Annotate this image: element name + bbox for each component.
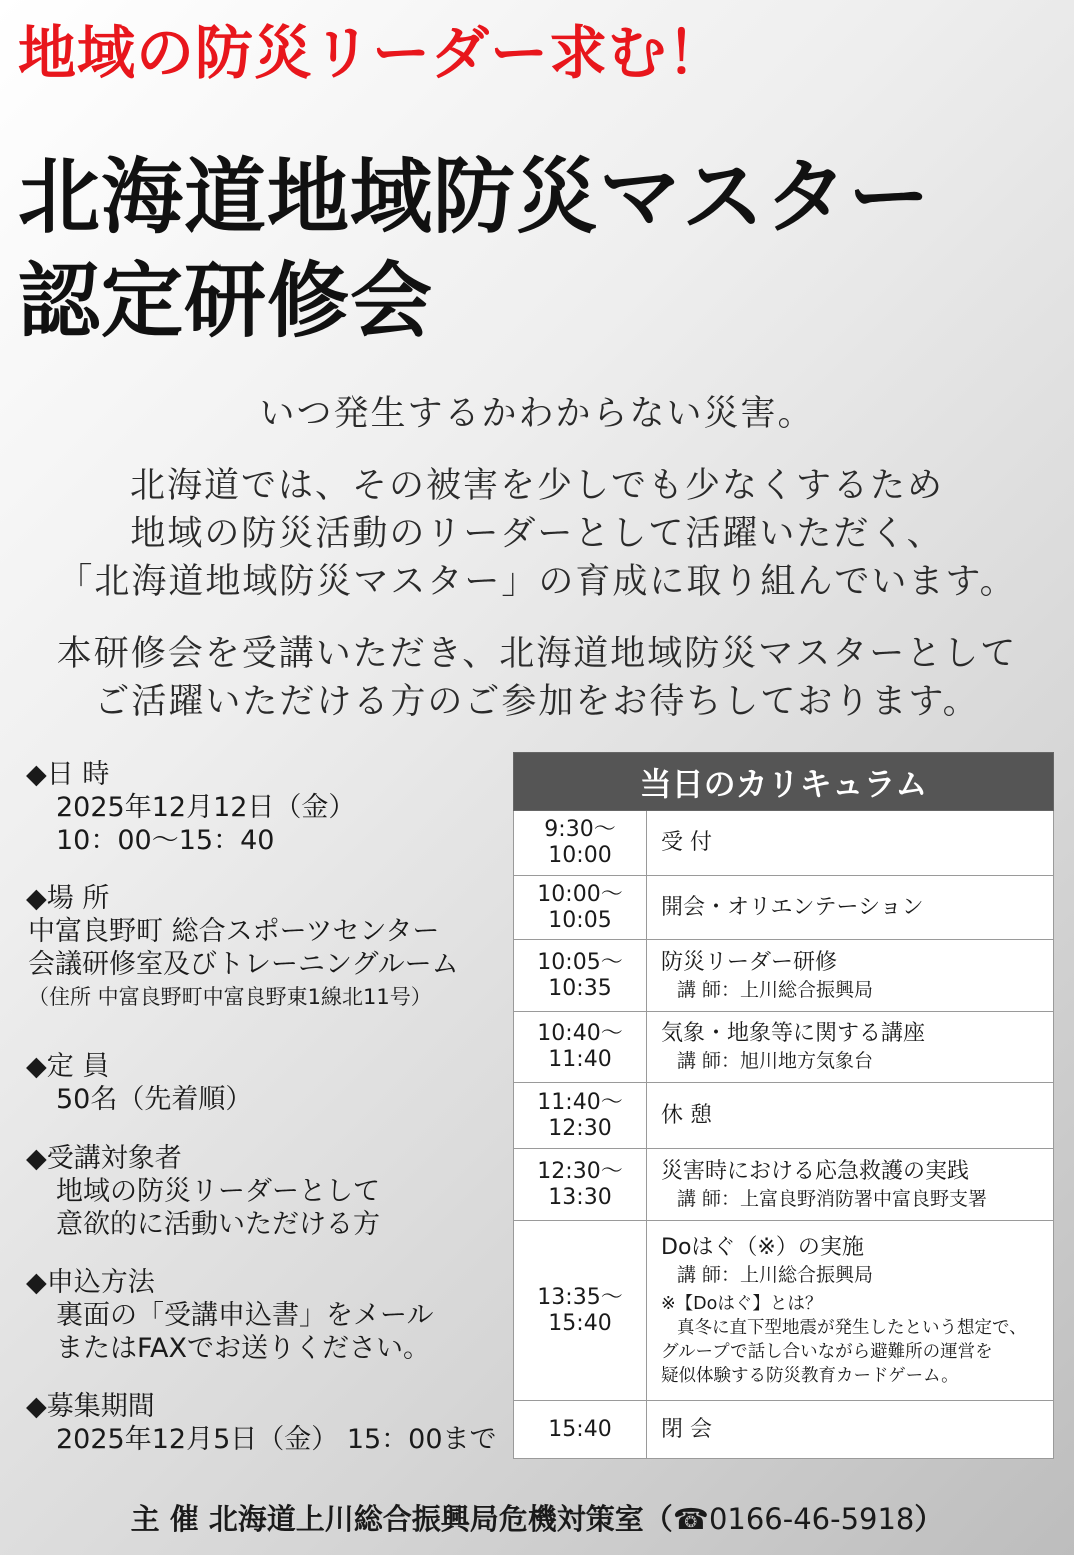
time-start: 12:30～ [537,1158,623,1184]
session-title: 災害時における応急救護の実践 [661,1158,970,1184]
detail-place [26,882,459,1014]
session-title: 気象・地象等に関する講座 [661,1021,926,1046]
page-title-line1: 北海道地域防災マスター [18,150,932,245]
phone-icon: ☎ [672,1502,709,1536]
intro-line-6: ご活躍いただける方のご参加をお待ちしております。 [94,682,980,722]
curriculum-table [513,752,1054,1459]
organizer-label: 主 催 北海道上川総合振興局危機対策室（ [130,1502,673,1536]
content-cell: 受 付 [647,811,1054,876]
detail-apply-line1: 裏面の「受講申込書」をメール [56,1300,434,1331]
time-end: 13:30 [548,1184,612,1210]
time-start: 10:40～ [537,1021,623,1046]
organizer-footer [0,1497,1074,1538]
time-start: 13:35～ [537,1284,623,1310]
content-cell: 閉 会 [647,1401,1054,1459]
time-end: 10:35 [548,975,612,1001]
detail-place-heading: ◆場 所 [26,883,110,914]
time-cell [514,1012,647,1083]
session-title: 防災リーダー研修 [661,949,838,975]
detail-date-day: 2025年12月12日（金） [56,792,356,823]
time-end: 10:05 [548,907,612,933]
table-row [514,876,1054,940]
time-cell [514,1221,647,1401]
time-start: 11:40～ [537,1089,623,1115]
table-row [514,1012,1054,1083]
time-end: 12:30 [548,1115,612,1141]
detail-period-heading: ◆募集期間 [26,1391,155,1422]
table-row [514,1149,1054,1221]
detail-capacity-heading: ◆定 員 [26,1051,110,1082]
phone-number: 0166-46-5918 [708,1502,915,1536]
intro-line-3: 地域の防災活動のリーダーとして活躍いただく、 [130,514,944,554]
table-row [514,1083,1054,1149]
doohagu-note [661,1292,1053,1388]
intro-line-2: 北海道では、その被害を少しでも少なくするため [129,466,944,506]
time-cell [514,811,647,876]
detail-place-venue: 中富良野町 総合スポーツセンター [28,916,440,947]
time-cell [514,1149,647,1221]
time-start: 10:00～ [537,881,623,907]
detail-place-address: （住所 中富良野町中富良野東1線北11号） [28,985,432,1009]
detail-period-value: 2025年12月5日（金） 15：00まで [56,1424,497,1455]
detail-date-time: 10：00～15：40 [56,825,275,856]
intro-line-5: 本研修会を受講いただき、北海道地域防災マスターとして [56,634,1018,674]
detail-capacity [26,1050,252,1116]
detail-period [26,1390,497,1456]
time-cell [514,1401,647,1459]
time-cell [514,1083,647,1149]
content-cell [647,940,1054,1012]
content-cell [647,1221,1054,1401]
table-row [514,811,1054,876]
intro-line-4: 「北海道地域防災マスター」の育成に取り組んでいます。 [57,562,1017,602]
detail-target [26,1142,380,1241]
detail-date-heading: ◆日 時 [26,759,110,790]
lecturer: 講 師：旭川地方気象台 [677,1050,874,1072]
lecturer: 講 師：上川総合振興局 [677,978,874,1001]
table-row [514,940,1054,1012]
time-start: 10:05～ [537,949,623,975]
lecturer: 講 師：上富良野消防署中富良野支署 [677,1187,988,1210]
note-heading: ※【Doはぐ】とは？ [661,1293,823,1314]
session-title: Doはぐ（※）の実施 [661,1234,864,1260]
table-row [514,1221,1054,1401]
detail-apply-line2: またはFAXでお送りください。 [56,1333,431,1364]
time-cell [514,876,647,940]
time-end: 15:40 [548,1310,612,1336]
content-cell: 休 憩 [647,1083,1054,1149]
page-title-line2: 認定研修会 [18,254,434,349]
content-cell: 開会・オリエンテーション [647,876,1054,940]
note-line: グループで話し合いながら避難所の運営を [661,1341,993,1362]
detail-capacity-value: 50名（先着順） [56,1084,253,1115]
detail-target-line1: 地域の防災リーダーとして [56,1176,380,1207]
time-end: 10:00 [548,843,612,868]
content-cell [647,1149,1054,1221]
detail-apply [26,1266,433,1365]
note-line: 真冬に直下型地震が発生したという想定で、 [677,1317,1027,1338]
table-row [514,1401,1054,1459]
curriculum-title: 当日のカリキュラム [514,753,1054,811]
detail-place-room: 会議研修室及びトレーニングルーム [28,949,459,980]
intro-line-1: いつ発生するかわからない災害。 [259,394,815,434]
detail-target-line2: 意欲的に活動いただける方 [56,1209,380,1240]
time-end: 15:40 [548,1416,612,1442]
organizer-close: ） [914,1502,944,1536]
time-cell [514,940,647,1012]
time-end: 11:40 [548,1047,612,1072]
catch-heading: 地域の防災リーダー求む！ [18,19,727,87]
time-start: 9:30～ [544,817,616,842]
detail-target-heading: ◆受講対象者 [26,1143,182,1174]
lecturer: 講 師：上川総合振興局 [677,1263,874,1286]
note-line: 疑似体験する防災教育カードゲーム。 [661,1365,959,1386]
detail-date [26,758,355,857]
detail-apply-heading: ◆申込方法 [26,1267,155,1298]
content-cell [647,1012,1054,1083]
